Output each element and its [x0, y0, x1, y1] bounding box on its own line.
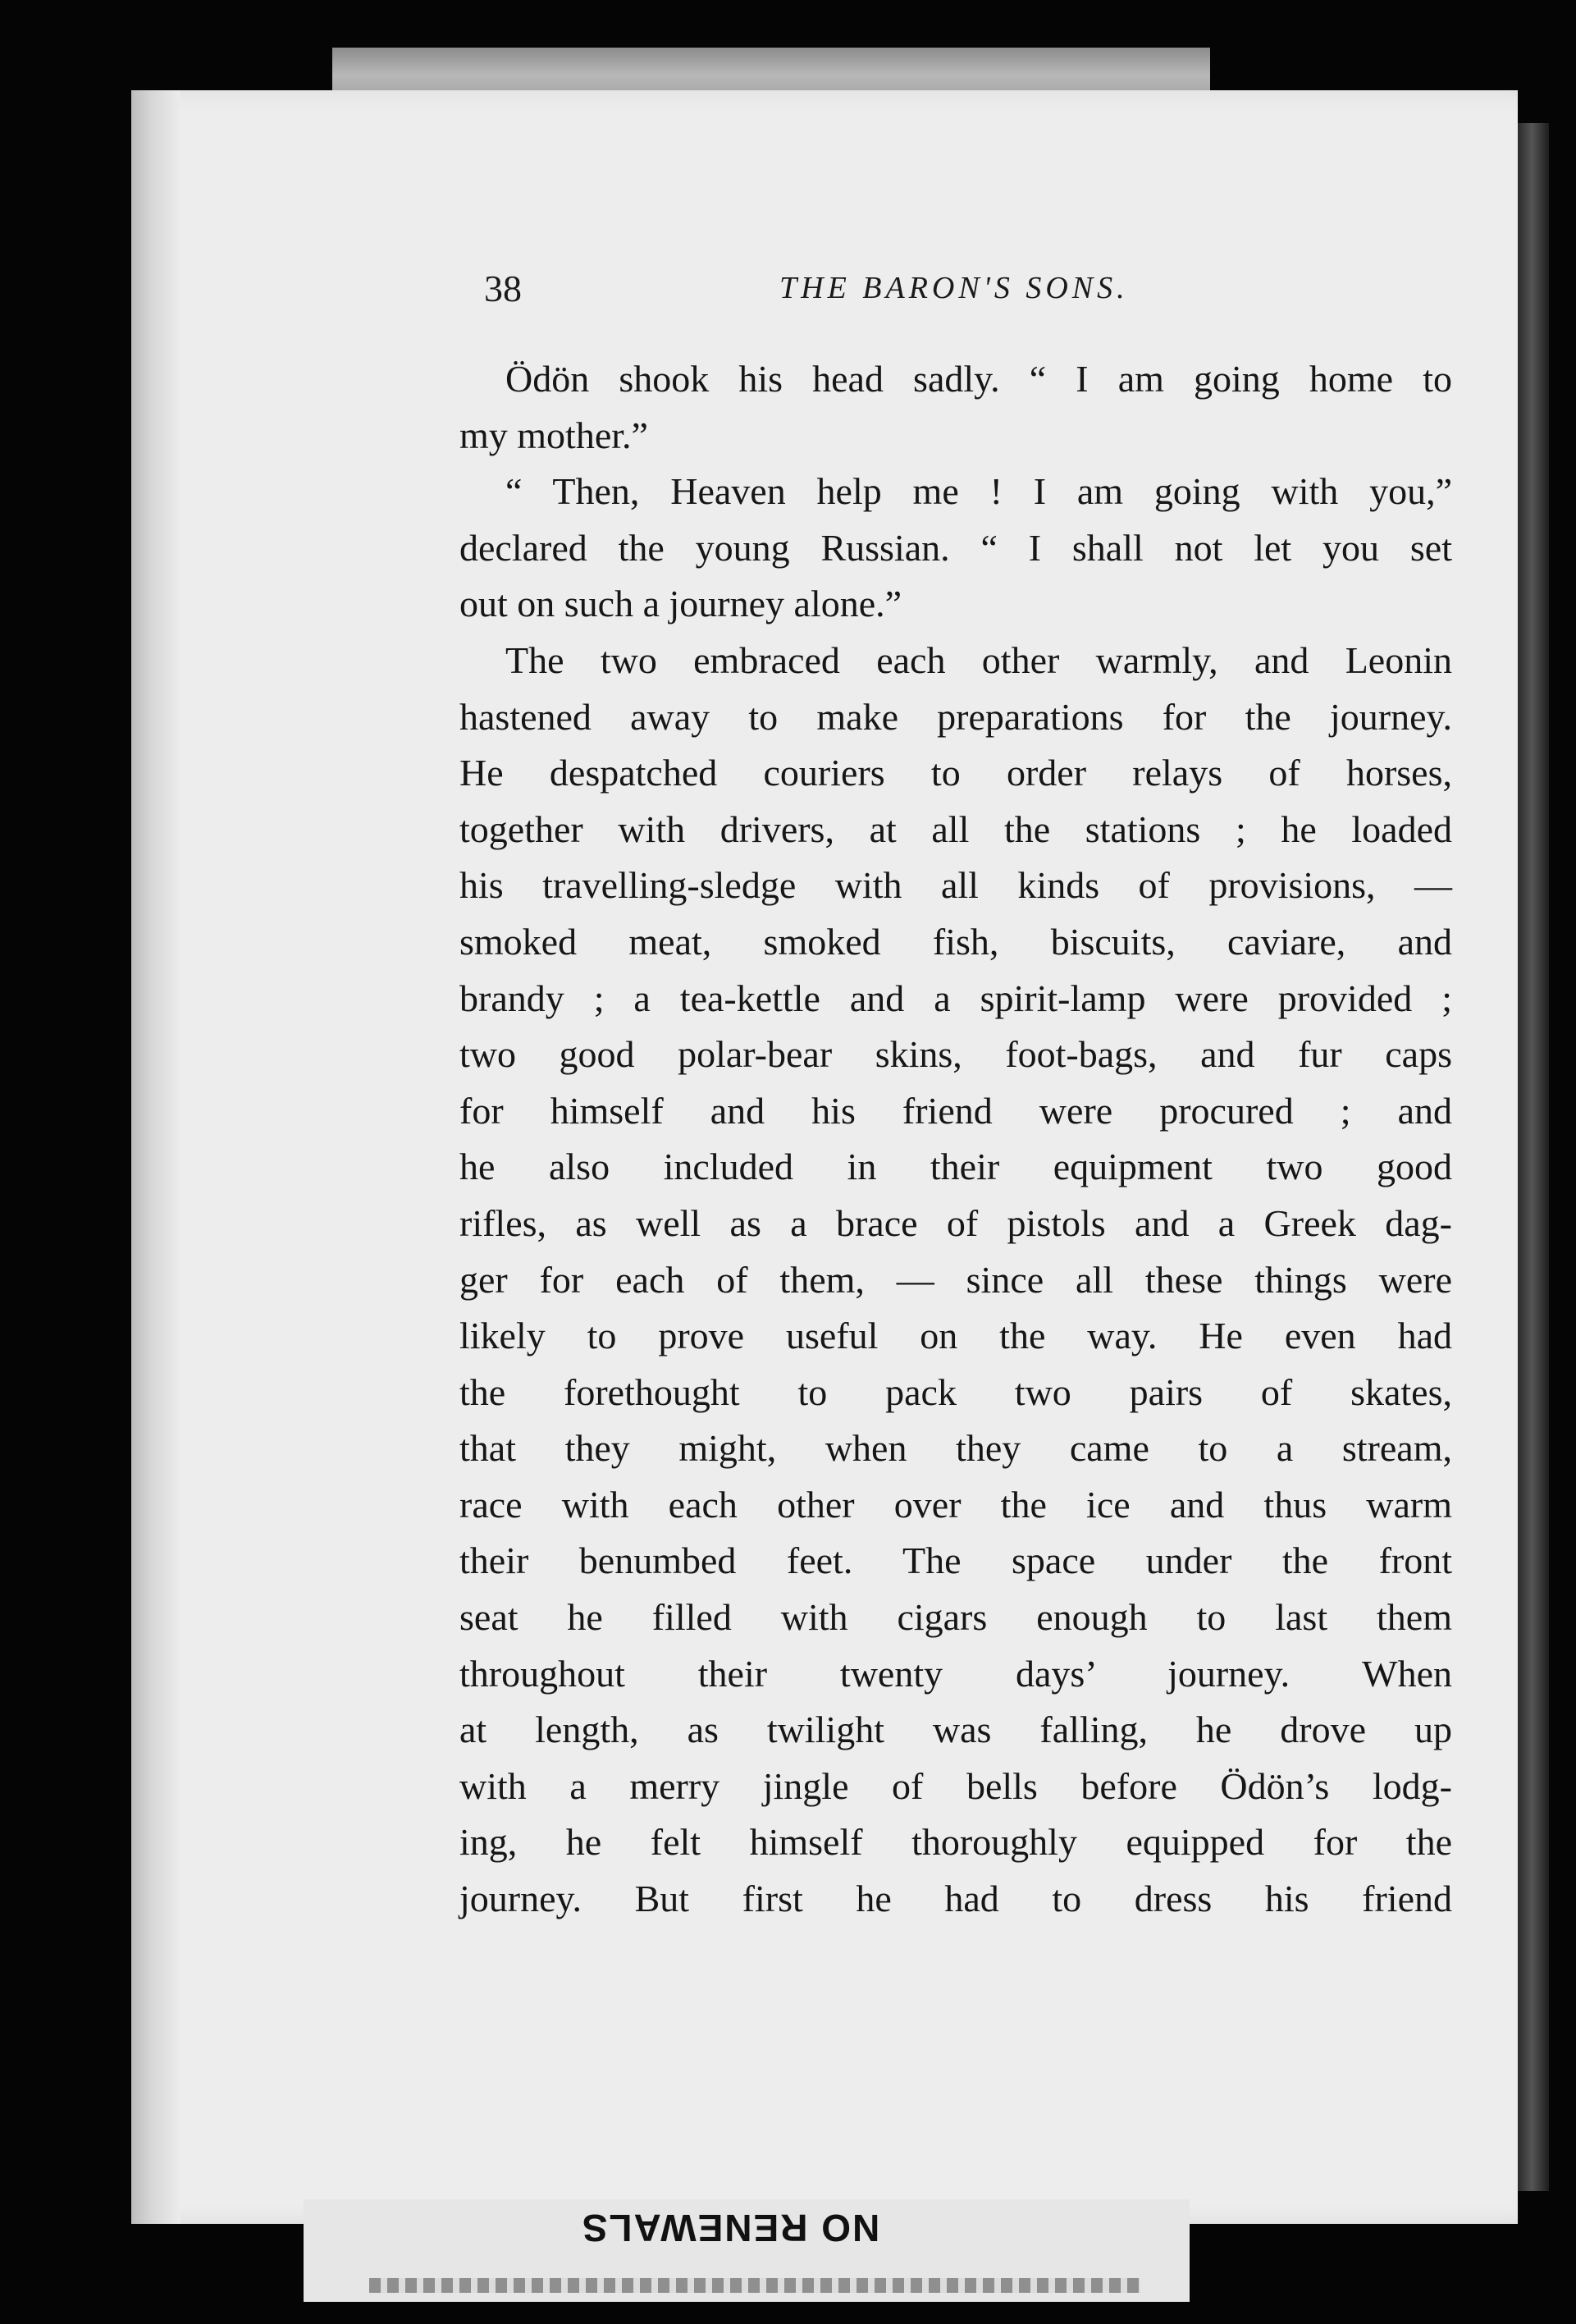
text-line: ger for each of them, — since all these things were: [459, 1258, 1452, 1301]
text-line: race with each other over the ice and thus warm: [459, 1483, 1452, 1526]
text-line: The two embraced each other warmly, and Leonin: [505, 638, 1452, 681]
running-title: THE BARON'S SONS.: [779, 271, 1129, 305]
text-line: hastened away to make preparations for the journey.: [459, 695, 1452, 738]
text-line: out on such a journey alone.”: [459, 583, 902, 625]
text-line: rifles, as well as a brace of pistols and a Greek dag-: [459, 1201, 1452, 1244]
text-line: together with drivers, at all the stations ; he loaded: [459, 807, 1452, 850]
text-line: two good polar-bear skins, foot-bags, and fur caps: [459, 1033, 1452, 1076]
text-line: their benumbed feet. The space under the front: [459, 1539, 1452, 1582]
text-line: seat he filled with cigars enough to last them: [459, 1596, 1452, 1639]
text-line: “ Then, Heaven help me ! I am going with you,”: [505, 470, 1452, 513]
text-line: at length, as twilight was falling, he drove up: [459, 1709, 1452, 1751]
text-line: with a merry jingle of bells before Ödön’s lodg-: [459, 1764, 1452, 1807]
text-line: throughout their twenty days’ journey. When: [459, 1652, 1452, 1695]
text-line: smoked meat, smoked fish, biscuits, caviare, and: [459, 920, 1452, 963]
library-stamp: NO RENEWALS: [580, 2207, 880, 2249]
text-line: brandy ; a tea-kettle and a spirit-lamp were provided ;: [459, 977, 1452, 1019]
page-edge-band: [1518, 123, 1549, 2191]
page-gutter-shadow: [131, 90, 180, 2224]
text-line: declared the young Russian. “ I shall not let you set: [459, 526, 1452, 569]
text-line: for himself and his friend were procured ; and: [459, 1089, 1452, 1132]
text-line: that they might, when they came to a stream,: [459, 1427, 1452, 1470]
stamp-residue: [369, 2278, 1140, 2293]
body-text: [459, 351, 1452, 1928]
text-line: ing, he felt himself thoroughly equipped for the: [459, 1821, 1452, 1864]
text-line: my mother.”: [459, 414, 648, 456]
text-line: Ödön shook his head sadly. “ I am going home to: [505, 358, 1452, 400]
text-line: the forethought to pack two pairs of skates,: [459, 1370, 1452, 1413]
running-head: [484, 267, 1444, 316]
text-line: his travelling-sledge with all kinds of provisions, —: [459, 864, 1452, 907]
text-line: journey. But first he had to dress his friend: [459, 1878, 1452, 1920]
text-line: He despatched couriers to order relays of horses,: [459, 752, 1452, 794]
text-line: he also included in their equipment two good: [459, 1146, 1452, 1188]
page-number: 38: [484, 268, 522, 309]
text-line: likely to prove useful on the way. He even had: [459, 1315, 1452, 1357]
